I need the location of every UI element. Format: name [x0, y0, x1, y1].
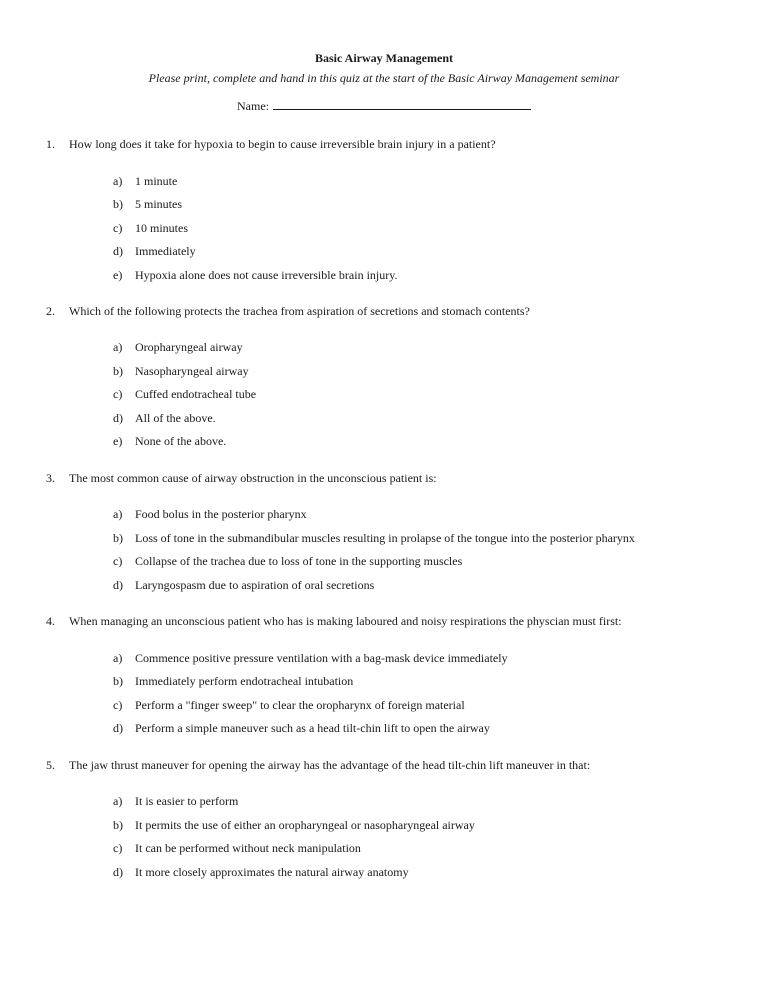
option-text: 5 minutes	[135, 197, 182, 211]
option-letter: c)	[113, 554, 123, 568]
option-text: Oropharyngeal airway	[135, 340, 243, 354]
q2-option-d[interactable]	[113, 411, 216, 426]
option-letter: a)	[113, 340, 123, 354]
question-3	[46, 471, 437, 486]
option-letter: d)	[113, 578, 123, 592]
question-number: 4.	[46, 614, 55, 628]
name-label: Name:	[237, 99, 269, 113]
option-letter: a)	[113, 794, 123, 808]
q3-option-a[interactable]	[113, 507, 307, 522]
option-text: None of the above.	[135, 434, 227, 448]
option-text: Hypoxia alone does not cause irreversible brain injury.	[135, 268, 398, 282]
option-letter: c)	[113, 221, 123, 235]
q4-option-a[interactable]	[113, 651, 508, 666]
name-row	[237, 97, 531, 114]
q2-option-b[interactable]	[113, 364, 249, 379]
option-text: Perform a "finger sweep" to clear the oropharynx of foreign material	[135, 698, 465, 712]
option-text: It is easier to perform	[135, 794, 239, 808]
q1-option-a[interactable]	[113, 174, 177, 189]
option-letter: a)	[113, 174, 123, 188]
option-letter: c)	[113, 841, 123, 855]
q2-option-c[interactable]	[113, 387, 256, 402]
question-text: The most common cause of airway obstruction in the unconscious patient is:	[69, 471, 437, 485]
document-title: Basic Airway Management	[315, 51, 453, 65]
option-text: Cuffed endotracheal tube	[135, 387, 257, 401]
document-subtitle: Please print, complete and hand in this quiz at the start of the Basic Airway Management seminar	[148, 71, 620, 85]
option-text: Food bolus in the posterior pharynx	[135, 507, 307, 521]
question-text: How long does it take for hypoxia to begin to cause irreversible brain injury in a patient?	[69, 137, 496, 151]
option-letter: d)	[113, 865, 123, 879]
option-letter: c)	[113, 387, 123, 401]
option-letter: a)	[113, 507, 123, 521]
option-text: Commence positive pressure ventilation with a bag-mask device immediately	[135, 651, 508, 665]
option-letter: b)	[113, 531, 123, 545]
option-letter: d)	[113, 244, 123, 258]
option-text: Collapse of the trachea due to loss of tone in the supporting muscles	[135, 554, 463, 568]
option-letter: c)	[113, 698, 123, 712]
question-text: When managing an unconscious patient who has is making laboured and noisy respirations the physcian must first:	[69, 614, 622, 628]
q4-option-b[interactable]	[113, 674, 353, 689]
question-2	[46, 304, 530, 319]
option-letter: b)	[113, 197, 123, 211]
q3-option-c[interactable]	[113, 554, 462, 569]
q1-option-c[interactable]	[113, 221, 188, 236]
q2-option-a[interactable]	[113, 340, 243, 355]
question-5	[46, 758, 590, 773]
option-letter: d)	[113, 721, 123, 735]
option-letter: b)	[113, 818, 123, 832]
q4-option-c[interactable]	[113, 698, 465, 713]
q5-option-c[interactable]	[113, 841, 361, 856]
q1-option-d[interactable]	[113, 244, 196, 259]
q4-option-d[interactable]	[113, 721, 490, 736]
q3-option-d[interactable]	[113, 578, 374, 593]
q5-option-b[interactable]	[113, 818, 475, 833]
q3-option-b[interactable]	[113, 531, 635, 546]
q1-option-b[interactable]	[113, 197, 182, 212]
option-text: 1 minute	[135, 174, 178, 188]
option-text: Immediately	[135, 244, 196, 258]
option-letter: b)	[113, 364, 123, 378]
question-text: Which of the following protects the trachea from aspiration of secretions and stomach contents?	[69, 304, 530, 318]
option-text: It more closely approximates the natural airway anatomy	[135, 865, 409, 879]
option-letter: e)	[113, 434, 123, 448]
q1-option-e[interactable]	[113, 268, 397, 283]
q5-option-d[interactable]	[113, 865, 409, 880]
option-letter: a)	[113, 651, 123, 665]
option-text: Nasopharyngeal airway	[135, 364, 249, 378]
option-letter: d)	[113, 411, 123, 425]
question-text: The jaw thrust maneuver for opening the airway has the advantage of the head tilt-chin lift maneuver in that:	[69, 758, 591, 772]
question-number: 1.	[46, 137, 55, 151]
question-1	[46, 137, 496, 152]
question-number: 2.	[46, 304, 55, 318]
option-text: All of the above.	[135, 411, 216, 425]
option-text: It can be performed without neck manipulation	[135, 841, 361, 855]
option-text: 10 minutes	[135, 221, 188, 235]
option-letter: b)	[113, 674, 123, 688]
q2-option-e[interactable]	[113, 434, 226, 449]
option-text: Immediately perform endotracheal intubation	[135, 674, 354, 688]
q5-option-a[interactable]	[113, 794, 238, 809]
question-number: 5.	[46, 758, 55, 772]
option-letter: e)	[113, 268, 123, 282]
option-text: Laryngospasm due to aspiration of oral secretions	[135, 578, 375, 592]
question-4	[46, 614, 622, 629]
name-blank-line[interactable]	[273, 97, 531, 110]
option-text: Loss of tone in the submandibular muscles resulting in prolapse of the tongue into the posterior pharynx	[135, 531, 635, 545]
question-number: 3.	[46, 471, 55, 485]
option-text: Perform a simple maneuver such as a head tilt-chin lift to open the airway	[135, 721, 490, 735]
option-text: It permits the use of either an oropharyngeal or nasopharyngeal airway	[135, 818, 475, 832]
